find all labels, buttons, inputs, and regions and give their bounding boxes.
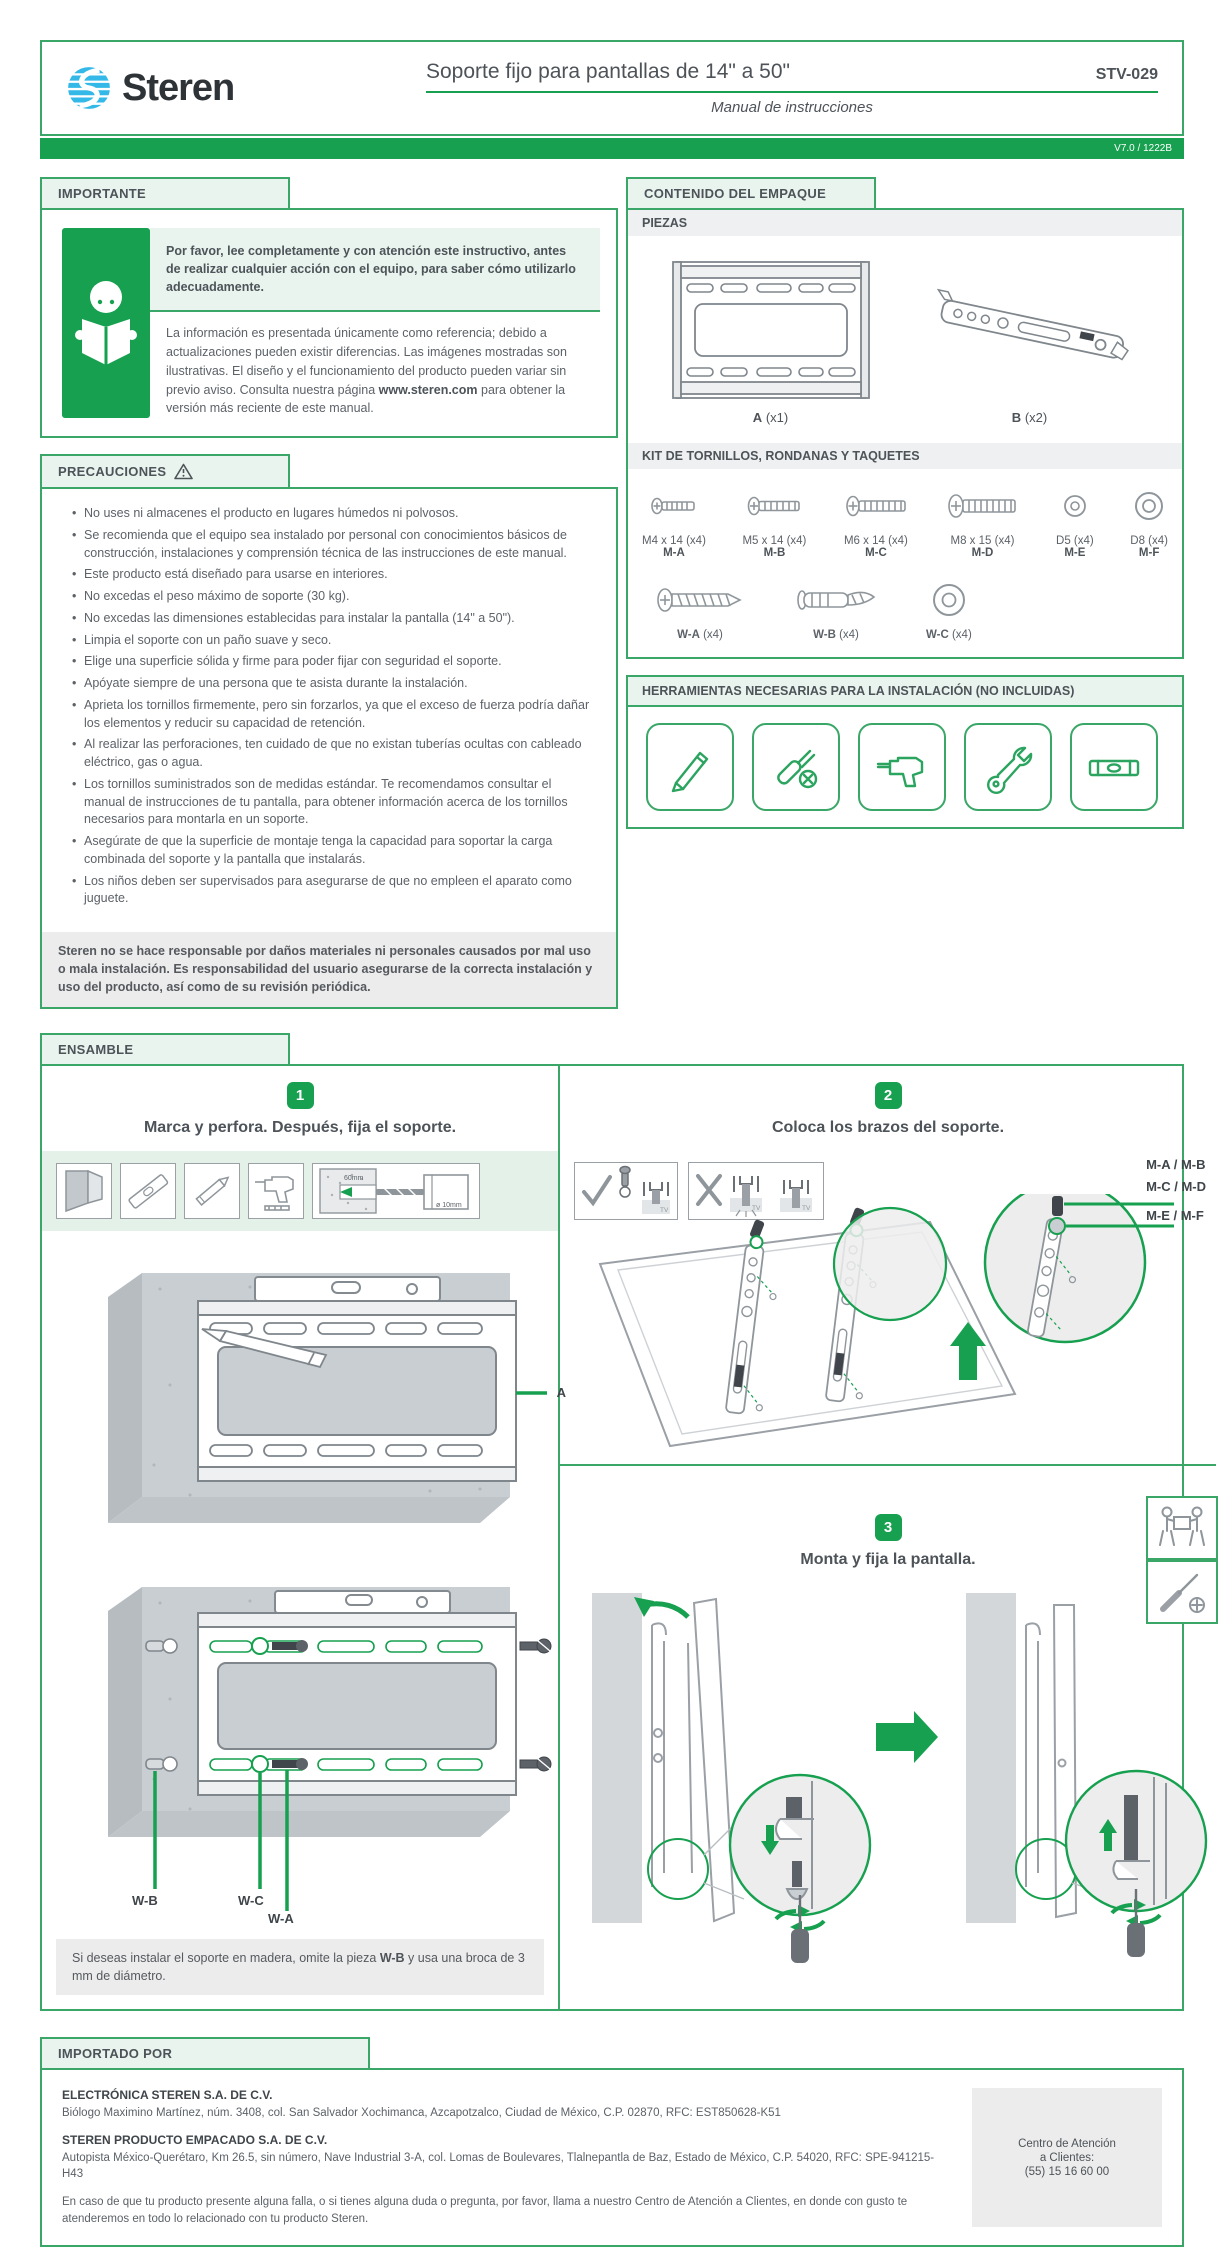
reading-person-icon <box>62 228 150 418</box>
pencil-icon <box>646 723 734 811</box>
importante-title: IMPORTANTE <box>40 177 290 210</box>
support-text: En caso de que tu producto presente alguna falla, o si tienes alguna duda o pregunta, por favor, llama a nuestro Centro de Atención a Clientes, en donde con gusto te atenderemos en todo lo relacionado con tu producto Steren. <box>62 2196 908 2225</box>
address-2: Autopista México-Querétaro, Km 26.5, sin número, Nave Industrial 3-A, col. Lomas de Boulevares, Tlalnepantla de Baz, Estado de México, C.P. 54020, RFC: SPE-941215-H43 <box>62 2151 935 2180</box>
company-2: STEREN PRODUCTO EMPACADO S.A. DE C.V. <box>62 2132 328 2147</box>
kit-item-mb: M5 x 14 (x4) M-B <box>742 485 806 559</box>
precaution-item: • Este producto está diseñado para usarse en interiores. <box>72 566 594 584</box>
step-3-illustration <box>576 1583 1216 1965</box>
label-mcd: M-C / M-D <box>1146 1178 1206 1194</box>
label-wc: W-C <box>238 1892 264 1908</box>
step-2-caption: Coloca los brazos del soporte. <box>771 1118 1005 1136</box>
precaution-item: • Asegúrate de que la superficie de montaje tenga la capacidad para soportar la carga combinada del soporte y la pantalla que instalarás. <box>72 833 594 869</box>
precaution-item: • No excedas las dimensiones establecidas para instalar la pantalla (14" a 50"). <box>72 610 594 628</box>
precaution-item: • No excedas el peso máximo de soporte (30 kg). <box>72 588 594 606</box>
section-precauciones <box>40 454 618 1008</box>
two-person-lift-icon <box>1146 1496 1218 1560</box>
precaution-item: • Los niños deben ser supervisados para asegurarse de que no empleen el aparato como juguete. <box>72 873 594 909</box>
level-icon <box>1070 723 1158 811</box>
herramientas-title: HERRAMIENTAS NECESARIAS PARA LA INSTALACIÓN (NO INCLUIDAS) <box>626 675 1184 707</box>
part-a <box>671 260 871 425</box>
part-b <box>920 280 1140 425</box>
tv-label: TV <box>660 1206 669 1214</box>
kit-row-2 <box>628 563 1182 657</box>
step-3-badge: 3 <box>875 1514 902 1541</box>
kit-item-me: D5 (x4) M-E <box>1056 485 1094 559</box>
kit-subtitle: KIT DE TORNILLOS, RONDANAS Y TAQUETES <box>628 443 1182 469</box>
part-a-label: A (x1) <box>752 410 789 425</box>
disclaimer-note: Steren no se hace responsable por daños materiales ni personales causados por mal uso o mala instalación. Es responsabilidad del usuario asegurarse de la correcta instalación y uso del producto, así como de su revisión periódica. <box>42 932 616 1006</box>
section-herramientas <box>626 659 1184 829</box>
screwdriver-icon <box>752 723 840 811</box>
level-pictogram <box>120 1163 176 1219</box>
manual-subtitle: Manual de instrucciones <box>711 99 873 116</box>
wall-anchor-icon <box>792 579 880 621</box>
precaution-item: • Al realizar las perforaciones, ten cuidado de que no existan tuberías ocultas con cableado eléctrico, gas o agua. <box>72 736 594 772</box>
steren-logo <box>66 65 366 111</box>
importado-title: IMPORTADO POR <box>40 2037 370 2070</box>
label-mab: M-A / M-B <box>1146 1156 1206 1172</box>
part-b-label: B (x2) <box>1011 410 1048 425</box>
kit-item-md: M8 x 15 (x4) M-D <box>945 485 1019 559</box>
contenido-title: CONTENIDO DEL EMPAQUE <box>626 177 876 210</box>
drill-icon <box>858 723 946 811</box>
section-contenido <box>626 177 1184 659</box>
drilling-depth-pictogram <box>312 1163 480 1219</box>
precaution-item: • Se recomienda que el equipo sea instalado por personal con conocimientos básicos de construcción, instalaciones y comprensión técnica de las instrucciones de este manual. <box>72 527 594 563</box>
importante-body: La información es presentada únicamente como referencia; debido a actualizaciones pueden existir diferencias. Las imágenes mostradas son ilustrativas. El diseño y el funcionamiento del producto pueden variar sin previo aviso. Consulta nuestra página www.steren.com para obtener la versión más reciente de este manual. <box>166 326 567 416</box>
header-titles <box>426 60 1158 116</box>
precaution-item: • Aprieta los tornillos firmemente, pero sin forzarlos, ya que el exceso de fuerza podría dañar los elementos y reducir su capacidad de retención. <box>72 697 594 733</box>
precauciones-list <box>42 489 616 922</box>
washer-wc-icon <box>929 579 969 621</box>
washer-d8-icon <box>1132 485 1166 527</box>
tv-label: TV <box>752 1204 761 1212</box>
drill-depth-text: 60mm <box>344 1174 364 1182</box>
step-2-illustration <box>560 1194 1180 1462</box>
precaution-item: • Los tornillos suministrados son de medidas estándar. Te recomendamos consultar el manual de instrucciones de tu pantalla, para obtener información acerca de los tornillos necesarios para montarla en un soporte. <box>72 776 594 829</box>
pencil-pictogram <box>184 1163 240 1219</box>
brand-name: Steren <box>122 66 235 109</box>
washer-d5-icon <box>1061 485 1089 527</box>
screw-m5-icon <box>745 485 803 527</box>
step-1-illustration-mark <box>50 1245 566 1545</box>
kit-item-mf: D8 (x4) M-F <box>1130 485 1168 559</box>
drill-diameter-text: ø 10mm <box>436 1201 462 1209</box>
kit-item-mc: M6 x 14 (x4) M-C <box>843 485 909 559</box>
steren-logo-icon <box>66 65 112 111</box>
kit-item-ma: M4 x 14 (x4) M-A <box>642 485 706 559</box>
screw-m4-icon <box>649 485 699 527</box>
step-2-badge: 2 <box>875 1082 902 1109</box>
wood-note: Si deseas instalar el soporte en madera, omite la pieza W-B y usa una broca de 3 mm de diámetro. <box>56 1939 544 1995</box>
customer-service-phone: (55) 15 16 60 00 <box>1024 2165 1110 2178</box>
version-bar <box>40 138 1184 159</box>
header <box>40 40 1184 136</box>
piezas-subtitle: PIEZAS <box>628 210 1182 236</box>
warning-triangle-icon <box>174 463 193 480</box>
kit-item-wa-label: W-A (x4) <box>677 629 723 641</box>
step-1-pictograms <box>42 1151 558 1231</box>
kit-item-wa <box>654 579 746 641</box>
step-1-caption: Marca y perfora. Después, fija el soporte. <box>143 1118 457 1136</box>
importante-lead: Por favor, lee completamente y con atención este instructivo, antes de realizar cualquier acción con el equipo, para saber cómo utilizarlo adecuadamente. <box>150 228 600 312</box>
step-1 <box>42 1066 566 2009</box>
precaution-item: • No uses ni almacenes el producto en lugares húmedos ni polvosos. <box>72 505 594 523</box>
wall-corner-pictogram <box>56 1163 112 1219</box>
precaution-item: • Limpia el soporte con un paño suave y seco. <box>72 632 594 650</box>
section-importado <box>40 2037 1184 2248</box>
kit-item-wc-label: W-C (x4) <box>926 629 972 641</box>
label-a: A <box>556 1384 566 1400</box>
drill-pictogram <box>248 1163 304 1219</box>
section-ensamble <box>40 1033 1206 2011</box>
wrench-icon <box>964 723 1052 811</box>
version-text: V7.0 / 1222B <box>1114 143 1172 154</box>
kit-item-wb <box>792 579 880 641</box>
screw-m6-icon <box>843 485 909 527</box>
customer-service-box: Centro de Atención a Clientes: (55) 15 16 60 00 <box>972 2088 1162 2228</box>
step-3 <box>560 1498 1216 1976</box>
parts-row <box>628 236 1182 443</box>
label-mef: M-E / M-F <box>1146 1207 1204 1223</box>
precauciones-title: PRECAUCIONES <box>40 454 290 489</box>
wall-plate-illustration <box>671 260 871 400</box>
kit-item-wb-label: W-B (x4) <box>813 629 859 641</box>
tools-row <box>626 707 1184 829</box>
steren-url: www.steren.com <box>378 382 478 397</box>
precaution-item: • Elige una superficie sólida y firme para poder fijar con seguridad el soporte. <box>72 653 594 671</box>
model-number: STV-029 <box>1095 66 1158 83</box>
section-importante <box>40 177 618 438</box>
label-wb: W-B <box>132 1892 158 1908</box>
company-1: ELECTRÓNICA STEREN S.A. DE C.V. <box>62 2087 273 2102</box>
kit-item-wc <box>926 579 972 641</box>
hardware-callouts <box>1146 1158 1206 1231</box>
arm-bracket-illustration <box>920 280 1140 400</box>
step-1-illustration-fix <box>50 1559 558 1927</box>
page-title: Soporte fijo para pantallas de 14" a 50" <box>426 60 790 83</box>
tapping-screw-icon <box>654 579 746 621</box>
screw-m8-icon <box>945 485 1019 527</box>
address-1: Biólogo Maximino Martínez, núm. 3408, col. San Salvador Xochimanca, Azcapotzalco, Ciudad de México, C.P. 02870, RFC: EST850628-K51 <box>62 2106 781 2119</box>
step-3-caption: Monta y fija la pantalla. <box>800 1551 976 1569</box>
step-1-badge: 1 <box>287 1082 314 1109</box>
precaution-item: • Apóyate siempre de una persona que te asista durante la instalación. <box>72 675 594 693</box>
label-wa: W-A <box>268 1910 294 1926</box>
kit-row-1 <box>628 469 1182 563</box>
step-2 <box>560 1066 1216 1466</box>
tv-label: TV <box>802 1204 811 1212</box>
ensamble-title: ENSAMBLE <box>40 1033 290 1066</box>
